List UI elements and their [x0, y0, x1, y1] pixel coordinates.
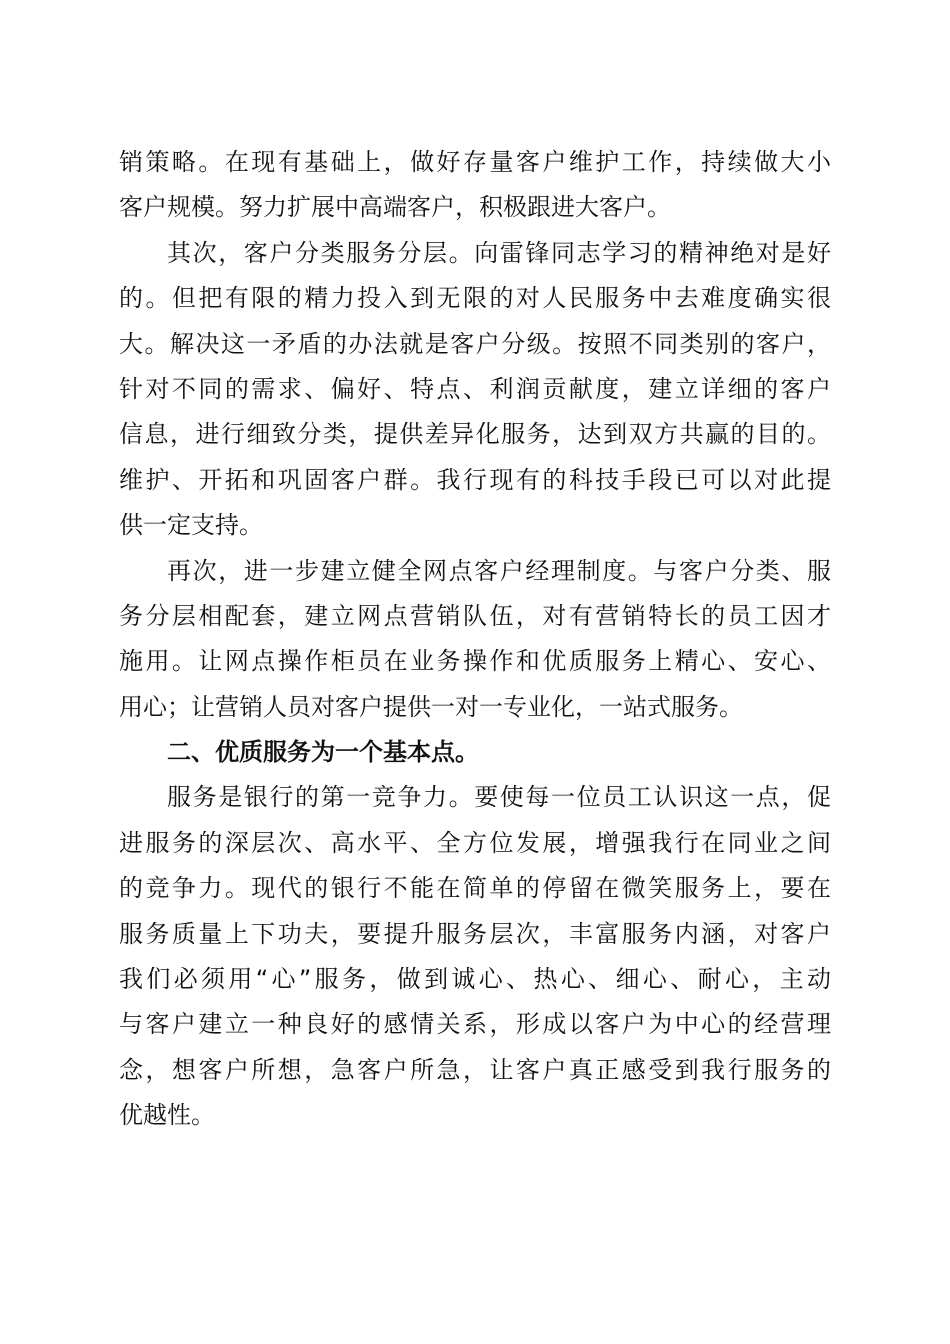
text-line: 其次，客户分类服务分层。向雷锋同志学习的精神绝对是好 — [167, 238, 831, 267]
text-line: 销策略。在现有基础上，做好存量客户维护工作，持续做大小 — [119, 148, 831, 176]
text-line: 客户规模。努力扩展中高端客户，积极跟进大客户。 — [119, 193, 671, 222]
text-line: 与客户建立一种良好的感情关系，形成以客户为中心的经营理 — [119, 1010, 831, 1039]
text-line: 信息，进行细致分类，提供差异化服务，达到双方共赢的目的。 — [119, 420, 831, 449]
section-heading: 二、优质服务为一个基本点。 — [167, 738, 479, 767]
document-body — [119, 140, 831, 1139]
text-line: 大。解决这一矛盾的办法就是客户分级。按照不同类别的客户， — [119, 329, 831, 358]
text-line: 用心；让营销人员对客户提供一对一专业化，一站式服务。 — [119, 692, 743, 721]
text-line: 服务是银行的第一竞争力。要使每一位员工认识这一点，促 — [167, 783, 831, 812]
text-line: 我们必须用“心”服务，做到诚心、热心、细心、耐心，主动 — [119, 965, 831, 994]
text-line: 优越性。 — [119, 1101, 215, 1130]
text-line: 施用。让网点操作柜员在业务操作和优质服务上精心、安心、 — [119, 647, 831, 676]
text-line: 维护、开拓和巩固客户群。我行现有的科技手段已可以对此提 — [119, 465, 831, 494]
text-line: 进服务的深层次、高水平、全方位发展，增强我行在同业之间 — [119, 828, 831, 857]
text-line: 务分层相配套，建立网点营销队伍，对有营销特长的员工因才 — [119, 601, 831, 630]
text-line: 再次，进一步建立健全网点客户经理制度。与客户分类、服 — [167, 556, 831, 585]
text-line: 服务质量上下功夫，要提升服务层次，丰富服务内涵，对客户 — [119, 919, 831, 948]
text-line: 供一定支持。 — [119, 511, 263, 540]
text-line: 针对不同的需求、偏好、特点、利润贡献度，建立详细的客户 — [119, 374, 831, 403]
text-line: 的。但把有限的精力投入到无限的对人民服务中去难度确实很 — [119, 284, 831, 313]
text-line: 念，想客户所想，急客户所急，让客户真正感受到我行服务的 — [119, 1055, 831, 1084]
text-line: 的竞争力。现代的银行不能在简单的停留在微笑服务上，要在 — [119, 874, 831, 903]
